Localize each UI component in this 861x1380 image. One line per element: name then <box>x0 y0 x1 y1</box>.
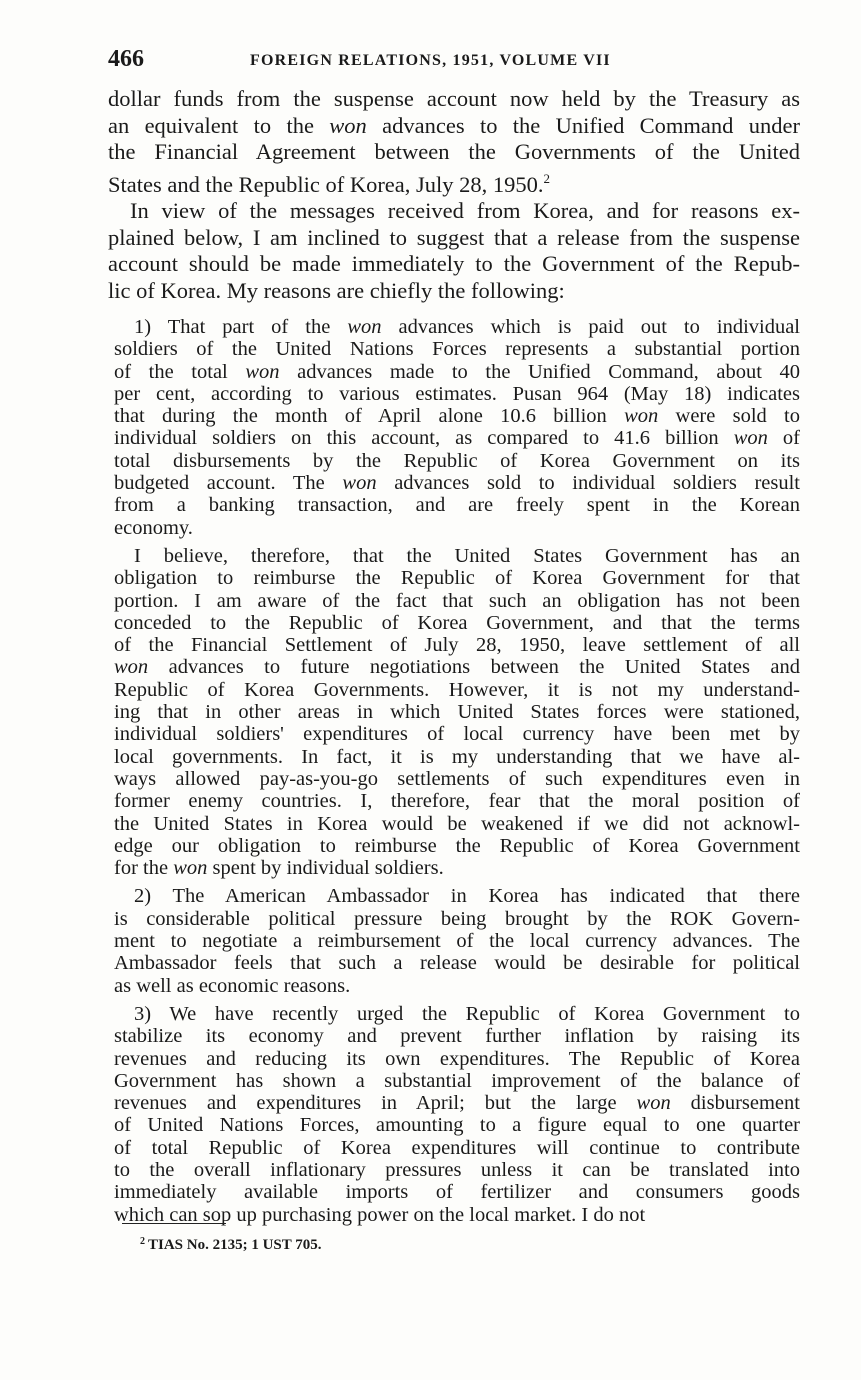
text-line: ways allowed pay-as-you-go settlements of such expenditures even in <box>114 767 800 790</box>
text-line: edge our obligation to reimburse the Republic of Korea Government <box>114 834 800 857</box>
text-line: per cent, according to various estimates. Pusan 964 (May 18) indicates <box>114 382 800 405</box>
body-text <box>108 86 800 304</box>
text-line: In view of the messages received from Korea, and for reasons ex- <box>130 198 800 223</box>
text-line: 1) That part of the won advances which is paid out to individual <box>134 316 801 338</box>
reason-paragraph <box>114 545 800 879</box>
text-line: soldiers of the United Nations Forces represents a substantial portion <box>114 338 800 361</box>
text-line: from a banking transaction, and are freely spent in the Korean <box>114 494 800 517</box>
text-line: the United States in Korea would be weakened if we did not acknowl- <box>114 812 800 835</box>
text-line: revenues and expenditures in April; but the large won disbursement <box>114 1092 800 1115</box>
reason-paragraph <box>114 316 800 539</box>
text-line: ment to negotiate a reimbursement of the local currency advances. The <box>114 930 800 953</box>
text-line: plained below, I am inclined to suggest that a release from the suspense <box>108 224 800 250</box>
page-header <box>108 46 798 76</box>
text-line: stabilize its economy and prevent further inflation by raising its <box>114 1025 800 1048</box>
text-line: 2) The American Ambassador in Korea has indicated that there <box>134 885 800 908</box>
reason-paragraph <box>114 885 800 996</box>
footnote-divider <box>122 1223 226 1224</box>
text-line: of total Republic of Korea expenditures will continue to contribute <box>114 1136 800 1159</box>
reason-paragraph <box>114 1003 800 1226</box>
text-line: local governments. In fact, it is my understanding that we have al- <box>114 745 800 768</box>
text-line: of the total won advances made to the Unified Command, about 40 <box>114 360 800 383</box>
text-line: won advances to future negotiations between the United States and <box>114 656 800 679</box>
text-line: of United Nations Forces, amounting to a figure equal to one quarter <box>114 1114 800 1137</box>
text-line: immediately available imports of fertilizer and consumers goods <box>114 1181 800 1204</box>
text-line: which can sop up purchasing power on the local market. I do not <box>114 1203 646 1226</box>
text-line: dollar funds from the suspense account now held by the Treasury as <box>108 86 800 111</box>
text-line: an equivalent to the won advances to the Unified Command under <box>108 112 800 138</box>
text-line: Government has shown a substantial improvement of the balance of <box>114 1069 800 1092</box>
text-line: former enemy countries. I, therefore, fear that the moral position of <box>114 790 800 813</box>
footnote-reference: 2 <box>543 170 551 186</box>
text-line: economy. <box>114 516 193 539</box>
text-line: lic of Korea. My reasons are chiefly the following: <box>108 277 565 303</box>
footnote-text: TIAS No. 2135; 1 UST 705. <box>148 1237 322 1253</box>
running-head: FOREIGN RELATIONS, 1951, VOLUME VII <box>250 52 611 69</box>
text-line: I believe, therefore, that the United States Government has an <box>134 544 800 567</box>
text-line: Ambassador feels that such a release would be desirable for political <box>114 952 800 975</box>
text-line: the Financial Agreement between the Governments of the United <box>108 139 800 164</box>
intro-paragraph <box>108 86 800 197</box>
text-line: account should be made immediately to the Government of the Repub- <box>108 251 800 276</box>
text-line: total disbursements by the Republic of Korea Government on its <box>114 449 800 472</box>
page-number: 466 <box>108 46 144 72</box>
text-line: individual soldiers' expenditures of local currency have been met by <box>114 723 800 746</box>
text-line: conceded to the Republic of Korea Government, and that the terms <box>114 611 800 634</box>
text-line: Republic of Korea Governments. However, it is not my understand- <box>114 678 800 701</box>
text-line: is considerable political pressure being brought by the ROK Govern- <box>114 907 800 930</box>
footnote-marker: 2 <box>140 1236 145 1247</box>
text-line: as well as economic reasons. <box>114 974 351 997</box>
text-line: budgeted account. The won advances sold to individual soldiers result <box>114 472 800 495</box>
footnote <box>140 1236 322 1254</box>
text-line: ing that in other areas in which United States forces were stationed, <box>114 701 800 724</box>
text-line: revenues and reducing its own expenditures. The Republic of Korea <box>114 1047 800 1070</box>
text-line: States and the Republic of Korea, July 28, 1950.$^2$ <box>108 170 551 197</box>
reasons-block <box>114 316 800 1226</box>
text-line: that during the month of April alone 10.6 billion won were sold to <box>114 405 800 428</box>
text-line: individual soldiers on this account, as compared to 41.6 billion won of <box>114 427 801 450</box>
text-line: of the Financial Settlement of July 28, 1950, leave settlement of all <box>114 634 800 657</box>
text-line: obligation to reimburse the Republic of Korea Government for that <box>114 567 800 590</box>
text-line: to the overall inflationary pressures unless it can be translated into <box>114 1158 800 1181</box>
text-line: portion. I am aware of the fact that such an obligation has not been <box>114 589 800 612</box>
reasons-intro-paragraph <box>108 198 800 304</box>
text-line: for the won spent by individual soldiers. <box>114 857 444 880</box>
text-line: 3) We have recently urged the Republic of Korea Government to <box>134 1002 800 1025</box>
